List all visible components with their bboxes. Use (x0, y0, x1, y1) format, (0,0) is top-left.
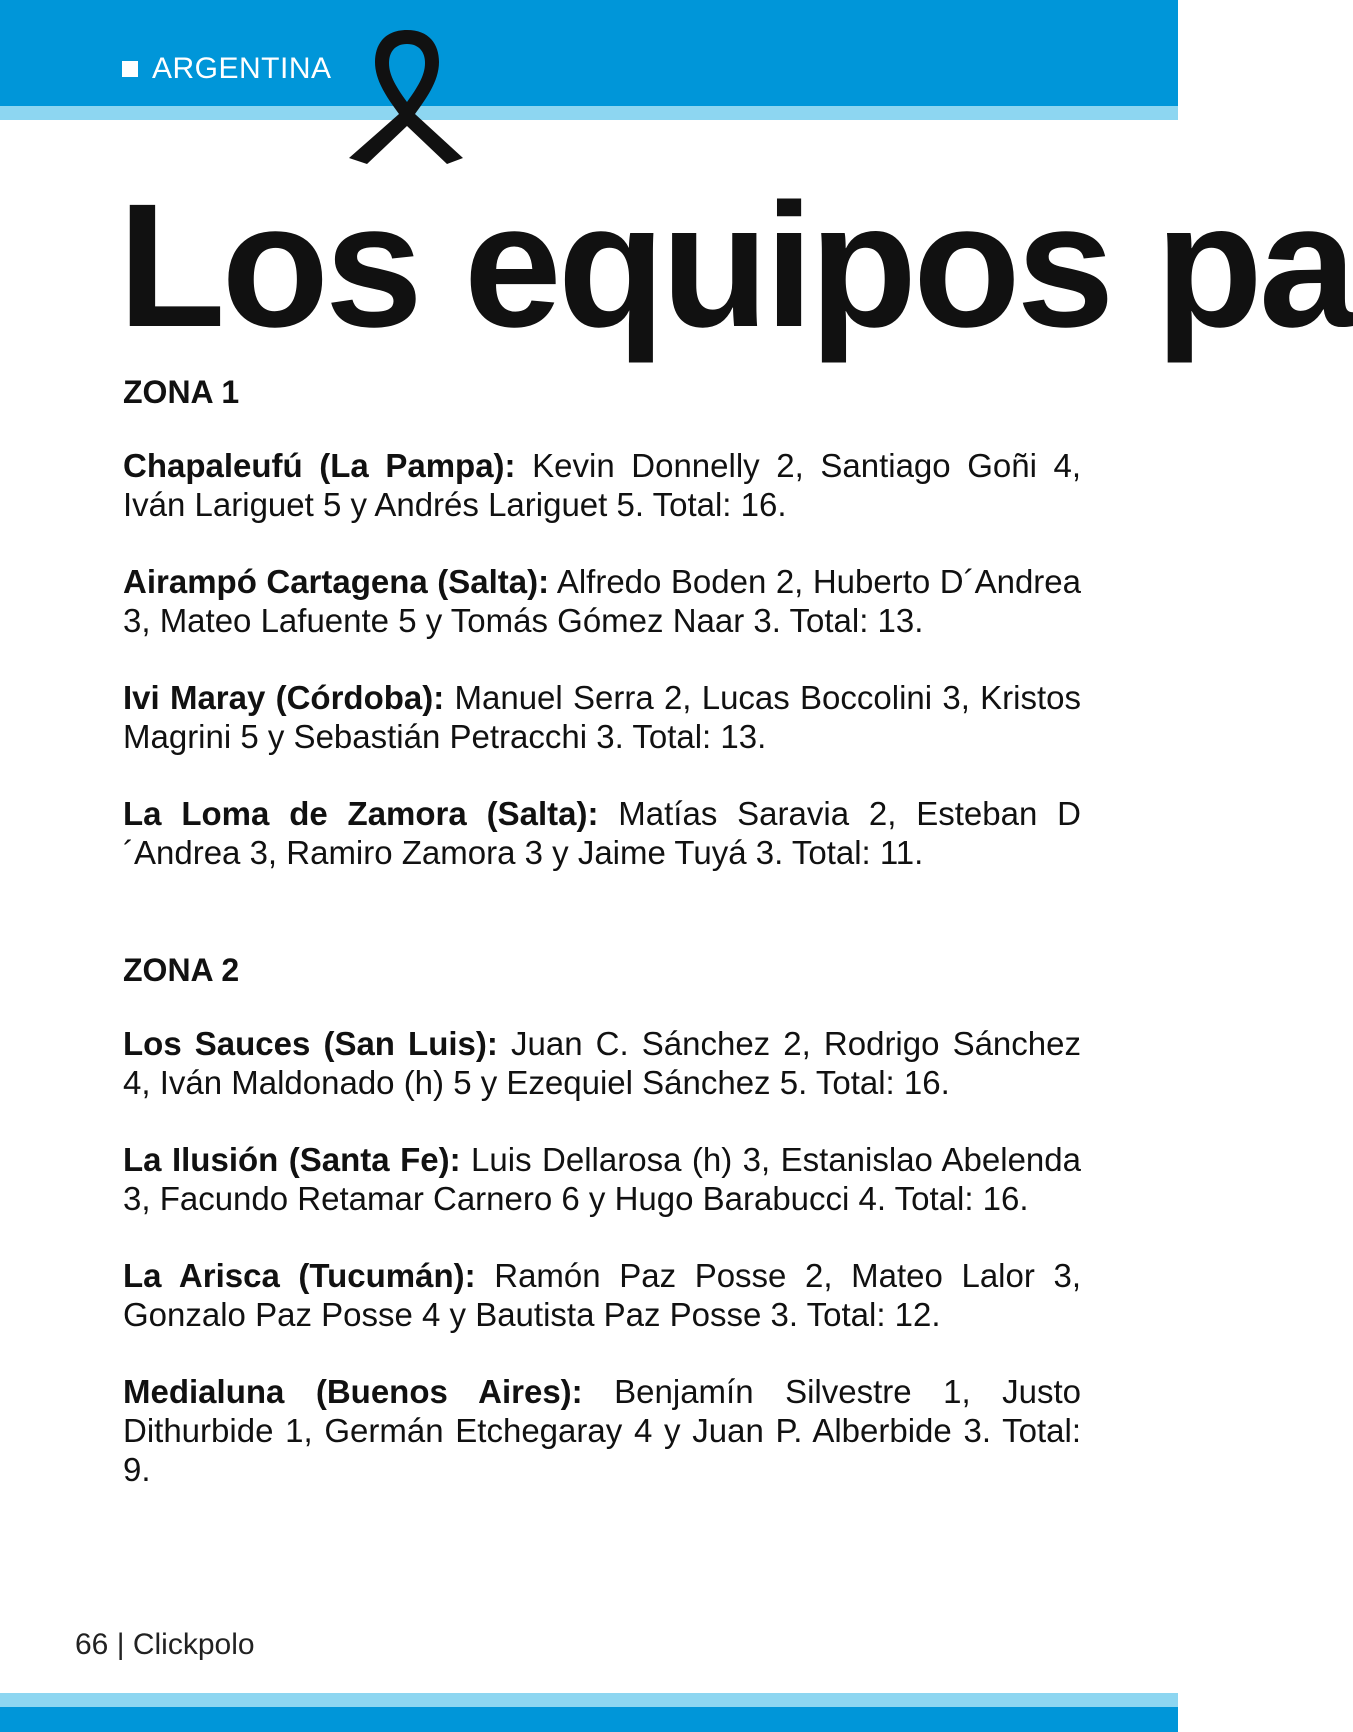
page-headline: Los equipos pa (118, 168, 1353, 364)
team-name: Chapaleufú (La Pampa): (123, 447, 516, 484)
team-entry (123, 446, 1081, 524)
team-name: La Ilusión (Santa Fe): (123, 1141, 461, 1178)
page-footer: 66 | Clickpolo (75, 1628, 255, 1661)
team-name: La Loma de Zamora (Salta): (123, 795, 599, 832)
team-name: Ivi Maray (Córdoba): (123, 679, 445, 716)
team-name: Airampó Cartagena (Salta): (123, 563, 550, 600)
square-bullet-icon (122, 61, 138, 77)
mourning-ribbon-icon (345, 26, 465, 164)
team-entry (123, 562, 1081, 640)
team-players: Kevin Donnelly 2, Santiago Goñi 4, Iván Lariguet 5 y Andrés Lariguet 5. (123, 447, 1082, 523)
team-total: Total: 11. (791, 834, 924, 871)
team-players: Alfredo Boden 2, Huberto D´Andrea 3, Mateo Lafuente 5 y Tomás Gómez Naar 3. (123, 563, 1081, 639)
team-name: Medialuna (Buenos Aires): (123, 1373, 583, 1410)
team-total: Total: 16. (652, 486, 787, 523)
team-players: Matías Saravia 2, Esteban D´Andrea 3, Ramiro Zamora 3 y Jaime Tuyá 3. (123, 795, 1081, 871)
team-total: Total: 13. (632, 718, 767, 755)
team-name: La Arisca (Tucumán): (123, 1257, 476, 1294)
article-body (123, 372, 1081, 1489)
team-players: Manuel Serra 2, Lucas Boccolini 3, Kristos Magrini 5 y Sebastián Petracchi 3. (123, 679, 1082, 755)
team-entry (123, 1256, 1081, 1334)
team-total: Total: 13. (789, 602, 924, 639)
team-entry (123, 1140, 1081, 1218)
team-players: Luis Dellarosa (h) 3, Estanislao Abelenda 3, Facundo Retamar Carnero 6 y Hugo Barabucci 4. (123, 1141, 1081, 1217)
section-tag (122, 52, 332, 86)
team-players: Benjamín Silvestre 1, Justo Dithurbide 1, Germán Etchegaray 4 y Juan P. Alberbide 3. (123, 1373, 1081, 1449)
team-entry (123, 1024, 1081, 1102)
footer-bar (0, 1707, 1178, 1732)
header-stripe (0, 106, 1178, 120)
team-entry (123, 1372, 1081, 1489)
zone-title: ZONA 1 (123, 374, 240, 410)
team-total: Total: 16. (815, 1064, 950, 1101)
team-total: Total: 9. (123, 1412, 1081, 1488)
zone-title: ZONA 2 (123, 952, 240, 988)
team-players: Juan C. Sánchez 2, Rodrigo Sánchez 4, Iván Maldonado (h) 5 y Ezequiel Sánchez 5. (123, 1025, 1081, 1101)
team-players: Ramón Paz Posse 2, Mateo Lalor 3, Gonzalo Paz Posse 4 y Bautista Paz Posse 3. (123, 1257, 1081, 1333)
team-entry (123, 678, 1081, 756)
team-name: Los Sauces (San Luis): (123, 1025, 498, 1062)
team-total: Total: 12. (806, 1296, 941, 1333)
footer-stripe (0, 1693, 1178, 1707)
team-total: Total: 16. (894, 1180, 1029, 1217)
section-label: ARGENTINA (152, 52, 332, 85)
team-entry (123, 794, 1081, 872)
